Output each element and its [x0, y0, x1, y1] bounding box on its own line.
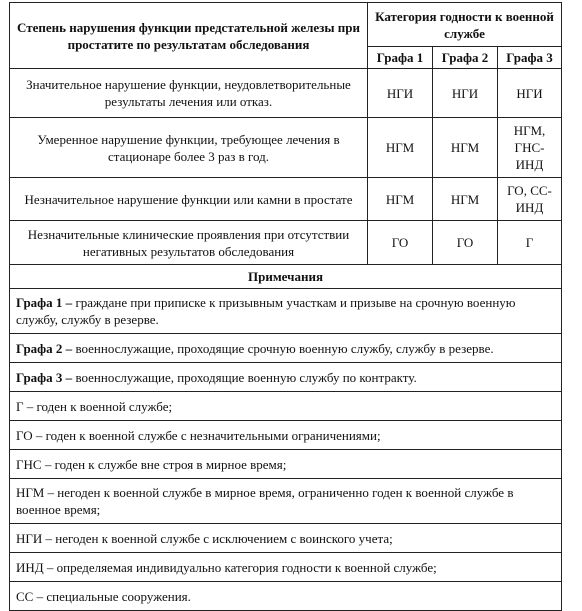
- note-row: [10, 450, 562, 479]
- header-graf-3: Графа 3: [498, 47, 562, 69]
- row-description: Значительное нарушение функции, неудовлетворительные результаты лечения или отказ.: [10, 69, 368, 118]
- note-item: НГИ – негоден к военной службе с исключением с воинского учета;: [10, 524, 562, 553]
- fitness-category-table: [9, 2, 562, 611]
- table-row: [10, 178, 562, 221]
- note-row: [10, 289, 562, 334]
- row-graf-3-value: ГО, СС-ИНД: [498, 178, 562, 221]
- row-graf-3-value: Г: [498, 221, 562, 265]
- header-graf-1: Графа 1: [368, 47, 433, 69]
- fitness-table-container: [9, 2, 561, 611]
- note-text: военнослужащие, проходящие срочную военную службу, службу в резерве.: [72, 340, 494, 356]
- header-graf-2: Графа 2: [433, 47, 498, 69]
- note-item: [10, 334, 562, 363]
- row-graf-2-value: ГО: [433, 221, 498, 265]
- table-row: [10, 118, 562, 178]
- header-category: Категория годности к военной службе: [368, 3, 562, 47]
- row-graf-1-value: НГИ: [368, 69, 433, 118]
- notes-title: Примечания: [10, 265, 562, 289]
- note-item: Г – годен к военной службе;: [10, 392, 562, 421]
- table-row: [10, 69, 562, 118]
- note-row: [10, 421, 562, 450]
- note-label: Графа 1 –: [16, 295, 73, 310]
- note-item: НГМ – негоден к военной службе в мирное время, ограниченно годен к военной службе в военное время;: [10, 479, 562, 524]
- table-row: [10, 221, 562, 265]
- note-label: Графа 2 –: [16, 340, 73, 356]
- note-text: военнослужащие, проходящие военную службу по контракту.: [72, 369, 417, 385]
- note-row: [10, 553, 562, 582]
- row-graf-3-value: НГИ: [498, 69, 562, 118]
- note-row: [10, 392, 562, 421]
- note-row: [10, 582, 562, 611]
- note-row: [10, 363, 562, 392]
- note-item: ГНС – годен к службе вне строя в мирное время;: [10, 450, 562, 479]
- note-item: [10, 289, 562, 334]
- note-row: [10, 524, 562, 553]
- notes-title-row: [10, 265, 562, 289]
- header-condition: Степень нарушения функции предстательной железы при простатите по результатам обследования: [10, 3, 368, 69]
- note-item: ИНД – определяемая индивидуально категория годности к военной службе;: [10, 553, 562, 582]
- note-item: ГО – годен к военной службе с незначительными ограничениями;: [10, 421, 562, 450]
- note-row: [10, 334, 562, 363]
- row-graf-2-value: НГМ: [433, 178, 498, 221]
- row-description: Умеренное нарушение функции, требующее лечения в стационаре более 3 раз в год.: [10, 118, 368, 178]
- note-row: [10, 479, 562, 524]
- note-text: граждане при приписке к призывным участкам и призыве на срочную военную службу, службу в резерве.: [16, 295, 516, 327]
- row-description: Незначительные клинические проявления при отсутствии негативных результатов обследования: [10, 221, 368, 265]
- note-item: СС – специальные сооружения.: [10, 582, 562, 611]
- note-label: Графа 3 –: [16, 369, 73, 385]
- row-graf-1-value: НГМ: [368, 178, 433, 221]
- row-graf-2-value: НГИ: [433, 69, 498, 118]
- row-graf-1-value: НГМ: [368, 118, 433, 178]
- row-graf-1-value: ГО: [368, 221, 433, 265]
- row-graf-3-value: НГМ, ГНС-ИНД: [498, 118, 562, 178]
- row-graf-2-value: НГМ: [433, 118, 498, 178]
- note-item: [10, 363, 562, 392]
- row-description: Незначительное нарушение функции или камни в простате: [10, 178, 368, 221]
- header-row: [10, 3, 562, 47]
